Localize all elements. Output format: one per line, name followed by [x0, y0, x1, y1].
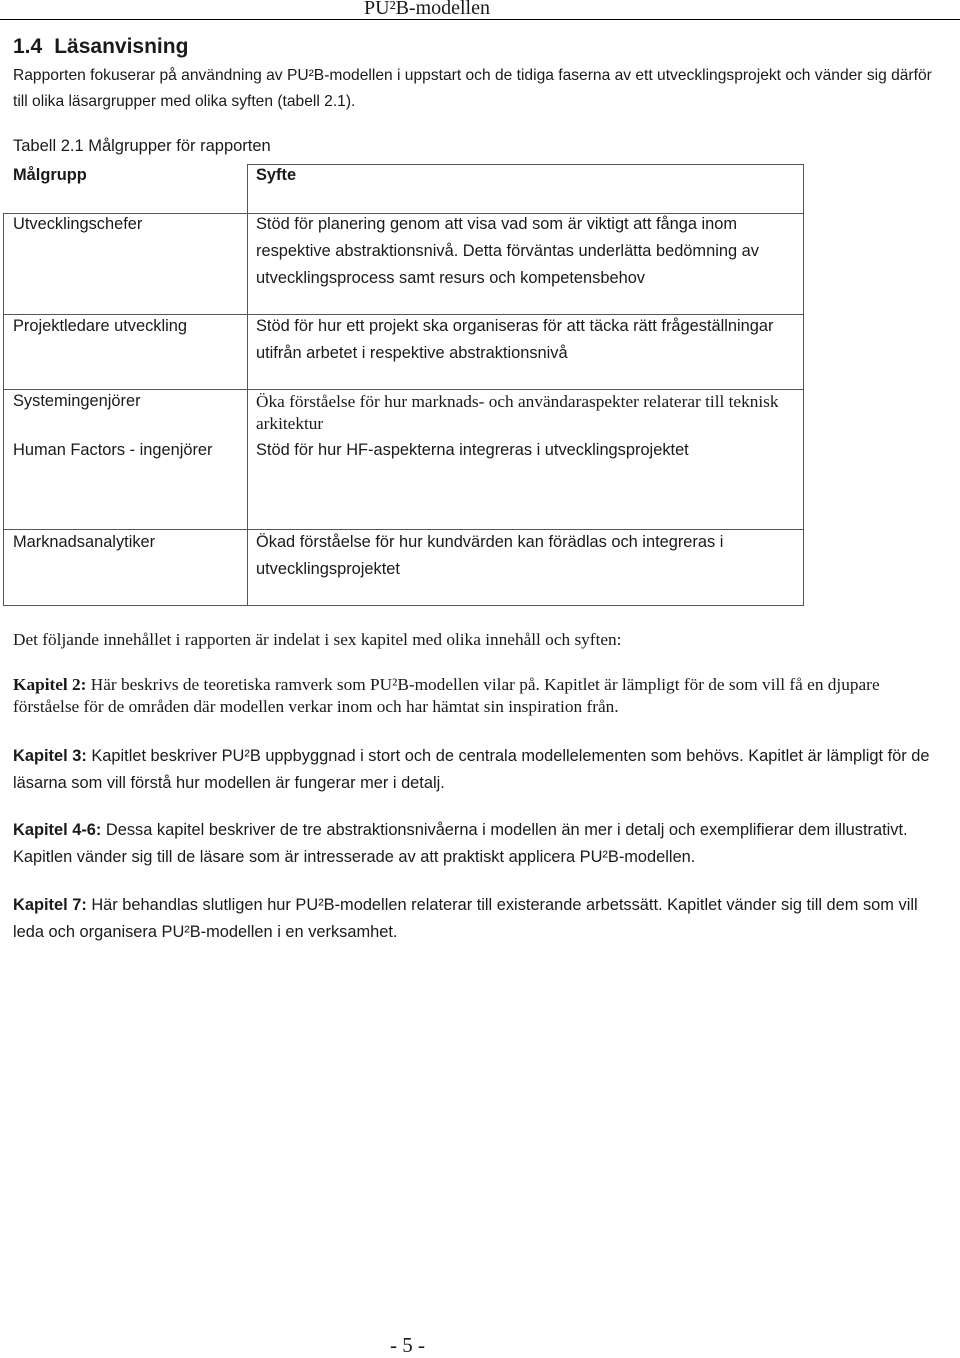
table-cell-purpose: Stöd för planering genom att visa vad som är viktigt att fånga inom respektive abstraktionsnivå. Detta förväntas underlätta bedömning av utvecklingsprocess samt resurs och kompetensbehov — [256, 215, 759, 287]
running-header: PU²B-modellen — [364, 0, 490, 19]
chapter-overview-lead: Det följande innehållet i rapporten är indelat i sex kapitel med olika innehåll och syften: — [13, 630, 622, 649]
table-cell-group: Utvecklingschefer — [13, 215, 143, 233]
table-border — [247, 164, 804, 165]
table-border — [3, 605, 804, 606]
chapter-description — [13, 817, 943, 871]
table-cell-purpose: Ökad förståelse för hur kundvärden kan förädlas och integreras i utvecklingsprojektet — [256, 533, 724, 578]
table-cell-purpose: Stöd för hur ett projekt ska organiseras för att täcka rätt frågeställningar utifrån arbetet i respektive abstraktionsnivå — [256, 317, 774, 362]
page-number: - 5 - — [390, 1333, 425, 1357]
section-title: Läsanvisning — [54, 35, 189, 58]
chapter-label: Kapitel 4-6: — [13, 821, 102, 839]
section-heading — [13, 35, 188, 59]
chapter-text: Kapitlet beskriver PU²B uppbyggnad i stort och de centrala modellelementen som behövs. Kapitlet är lämpligt för de läsarna som vill förstå hur modellen är fungerar mer i detalj. — [13, 747, 930, 792]
table-cell-purpose: Stöd för hur HF-aspekterna integreras i utvecklingsprojektet — [256, 441, 689, 459]
table-border — [247, 164, 248, 605]
table-header-group: Målgrupp — [13, 166, 87, 184]
table-cell-group: Systemingenjörer — [13, 392, 141, 410]
chapter-text: Här beskrivs de teoretiska ramverk som PU²B-modellen vilar på. Kapitlet är lämpligt för de som vill få en djupare förståelse för de områden där modellen verkar inom och har hämtat sin inspiration från. — [13, 675, 880, 716]
table-cell-group: Human Factors - ingenjörer — [13, 441, 213, 459]
chapter-description — [13, 892, 943, 946]
chapter-text: Här behandlas slutligen hur PU²B-modellen relaterar till existerande arbetssätt. Kapitlet vänder sig till dem som vill leda och organisera PU²B-modellen i en verksamhet. — [13, 896, 918, 941]
table-cell-group: Marknadsanalytiker — [13, 533, 156, 551]
chapter-description — [13, 743, 943, 797]
header-rule — [0, 19, 960, 20]
table-border — [803, 164, 804, 605]
chapter-label: Kapitel 3: — [13, 747, 87, 765]
section-number: 1.4 — [13, 35, 43, 58]
chapter-label: Kapitel 7: — [13, 896, 87, 914]
chapter-description — [13, 674, 943, 718]
chapter-text: Dessa kapitel beskriver de tre abstraktionsnivåerna i modellen än mer i detalj och exemplifierar dem illustrativt. Kapitlen vänder sig till de läsare som är intresserade av att praktiskt applicera PU²B-modellen. — [13, 821, 908, 866]
table-cell-group: Projektledare utveckling — [13, 317, 188, 335]
table-caption: Tabell 2.1 Målgrupper för rapporten — [13, 137, 271, 155]
table-header-purpose: Syfte — [256, 166, 297, 184]
table-cell-purpose: Öka förståelse för hur marknads- och användaraspekter relaterar till teknisk arkitektur — [256, 392, 779, 433]
intro-paragraph: Rapporten fokuserar på användning av PU²B-modellen i uppstart och de tidiga faserna av ett utvecklingsprojekt och vänder sig därför till olika läsargrupper med olika syften (tabell 2.1). — [13, 67, 932, 110]
chapter-label: Kapitel 2: — [13, 675, 87, 694]
table-border — [3, 213, 4, 605]
